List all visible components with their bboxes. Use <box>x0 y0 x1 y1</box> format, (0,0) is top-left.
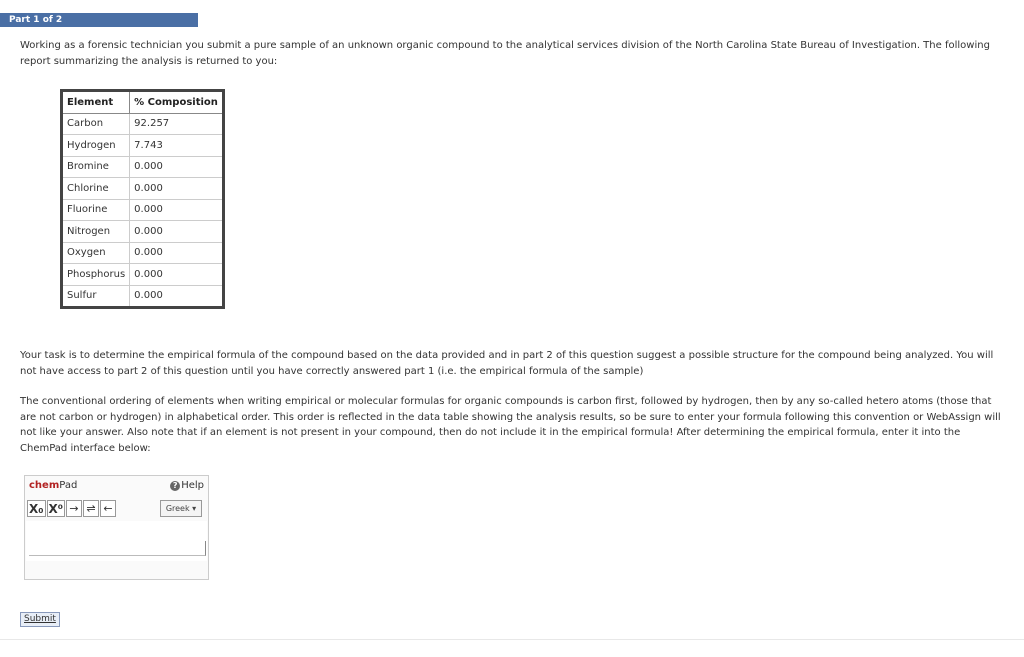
element-cell: Hydrogen <box>62 135 130 157</box>
chempad-toolbar <box>27 500 117 517</box>
chempad-title <box>29 480 77 491</box>
submit-button[interactable]: Submit <box>20 612 60 627</box>
superscript-button[interactable]: X⁰ <box>48 502 64 516</box>
composition-table <box>60 89 225 309</box>
task-text: Your task is to determine the empirical formula of the compound based on the data provided and in part 2 of this question suggest a possible structure for the compound being analyzed. You will not have access to part 2 of this question until you have correctly answered part 1 (i.e. the empirical formula of the sample) <box>20 350 994 377</box>
help-icon: ? <box>170 481 180 491</box>
chempad-widget <box>24 475 209 580</box>
right-arrow-button[interactable]: → <box>66 500 82 517</box>
chempad-input-area <box>26 521 207 561</box>
help-label: Help <box>181 480 204 491</box>
element-cell: Fluorine <box>62 199 130 221</box>
table-row <box>62 135 224 157</box>
intro-text: Working as a forensic technician you submit a pure sample of an unknown organic compound to the analytical services division of the North Carolina State Bureau of Investigation. The following report summarizing the analysis is returned to you: <box>20 40 990 67</box>
composition-cell: 0.000 <box>130 285 224 308</box>
composition-cell: 0.000 <box>130 156 224 178</box>
greek-dropdown[interactable]: Greek ▾ <box>160 500 202 517</box>
formula-input[interactable] <box>29 541 206 556</box>
part-header: Part 1 of 2 <box>0 13 198 27</box>
element-cell: Sulfur <box>62 285 130 308</box>
table-row <box>62 113 224 135</box>
table-row <box>62 285 224 308</box>
table-row <box>62 242 224 264</box>
element-cell: Bromine <box>62 156 130 178</box>
table-row <box>62 264 224 286</box>
composition-cell: 0.000 <box>130 178 224 200</box>
composition-cell: 7.743 <box>130 135 224 157</box>
element-cell: Phosphorus <box>62 264 130 286</box>
element-cell: Oxygen <box>62 242 130 264</box>
left-arrow-button[interactable]: ← <box>100 500 116 517</box>
subscript-button[interactable]: X₀ <box>29 502 44 516</box>
column-header-element: Element <box>62 91 130 114</box>
table-header-row <box>62 91 224 114</box>
help-link[interactable] <box>170 480 204 491</box>
element-cell: Chlorine <box>62 178 130 200</box>
composition-cell: 92.257 <box>130 113 224 135</box>
composition-cell: 0.000 <box>130 264 224 286</box>
composition-cell: 0.000 <box>130 199 224 221</box>
table-row <box>62 221 224 243</box>
chempad-suffix: Pad <box>59 480 78 491</box>
chempad-brand: chem <box>29 480 60 491</box>
table-row <box>62 156 224 178</box>
table-row <box>62 178 224 200</box>
table-row <box>62 199 224 221</box>
element-cell: Carbon <box>62 113 130 135</box>
column-header-composition: % Composition <box>130 91 224 114</box>
element-cell: Nitrogen <box>62 221 130 243</box>
footer-divider <box>0 639 1024 640</box>
composition-cell: 0.000 <box>130 221 224 243</box>
composition-cell: 0.000 <box>130 242 224 264</box>
equilibrium-arrow-button[interactable]: ⇌ <box>83 500 99 517</box>
conventions-text: The conventional ordering of elements when writing empirical or molecular formulas for organic compounds is carbon first, followed by hydrogen, then by any so-called hetero atoms (those that are not carbon or hydrogen) in alphabetical order. This order is reflected in the data table showing the analysis results, so be sure to enter your formula following this convention or WebAssign will not like your answer. Also note that if an element is not present in your compound, then do not include it in the empirical formula! After determining the empirical formula, enter it into the ChemPad interface below: <box>20 396 1001 454</box>
